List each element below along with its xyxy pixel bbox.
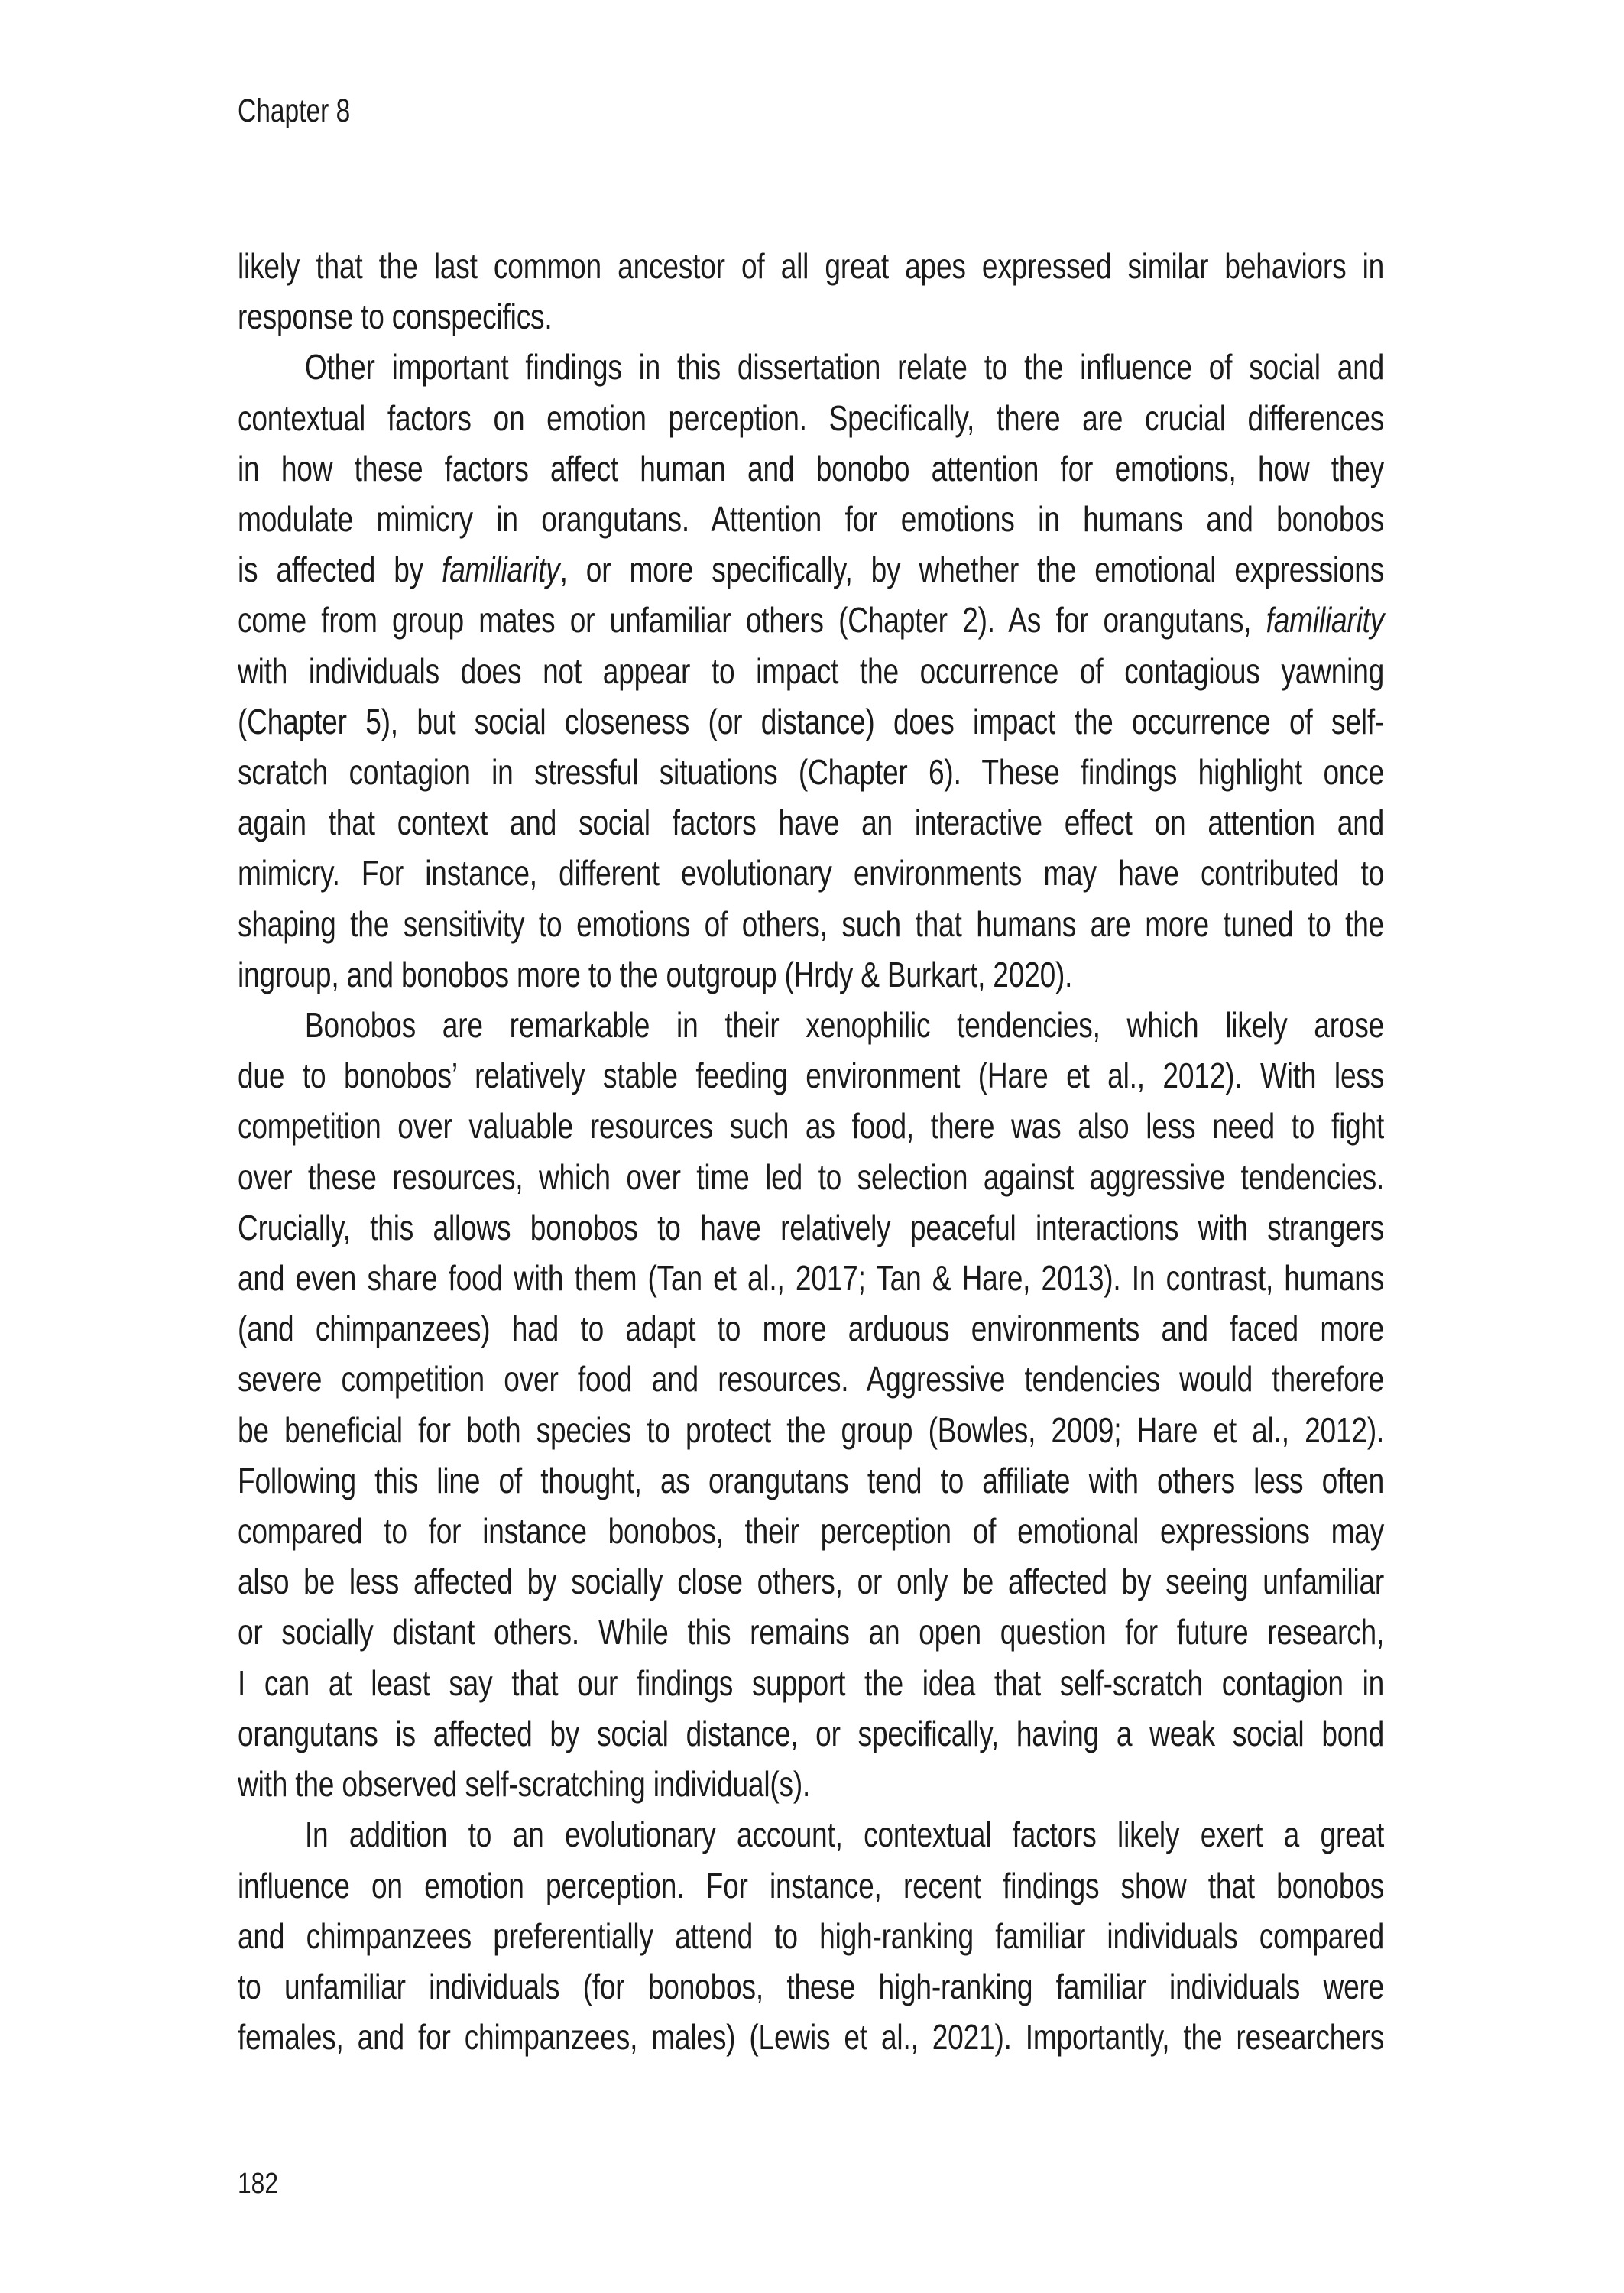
- paragraph: [238, 1809, 1384, 2062]
- text-line: compared to for instance bonobos, their perception of emotional expressions may: [238, 1511, 1385, 1552]
- text-line: mimicry. For instance, different evolutionary environments may have contributed to: [238, 853, 1385, 894]
- page-number: 182: [238, 2168, 279, 2200]
- text-line: over these resources, which over time led to selection against aggressive tendencies.: [238, 1156, 1385, 1197]
- text-line: contextual factors on emotion perception. Specifically, there are crucial differences: [238, 397, 1385, 438]
- text-line: response to conspecifics.: [238, 297, 553, 337]
- text-line: I can at least say that our findings support the idea that self-scratch contagion in: [238, 1662, 1385, 1703]
- text-line: (and chimpanzees) had to adapt to more arduous environments and faced more: [238, 1309, 1385, 1349]
- text-line: ingroup, and bonobos more to the outgroup (Hrdy & Burkart, 2020).: [238, 954, 1073, 994]
- text-line: shaping the sensitivity to emotions of others, such that humans are more tuned to the: [238, 903, 1385, 944]
- text-line: due to bonobos’ relatively stable feeding environment (Hare et al., 2012). With less: [238, 1056, 1385, 1096]
- text-line: is affected by familiarity, or more specifically, by whether the emotional expressions: [238, 550, 1385, 590]
- text-line: with the observed self-scratching individual(s).: [238, 1764, 811, 1805]
- text-line: (Chapter 5), but social closeness (or distance) does impact the occurrence of self-: [238, 701, 1385, 741]
- text-line: Other important findings in this dissertation relate to the influence of social and: [304, 347, 1385, 388]
- text-line: likely that the last common ancestor of all great apes expressed similar behaviors in: [238, 246, 1385, 286]
- text-line: and even share food with them (Tan et al., 2017; Tan & Hare, 2013). In contrast, humans: [238, 1258, 1385, 1299]
- text-line: also be less affected by socially close others, or only be affected by seeing unfamiliar: [238, 1562, 1385, 1602]
- text-line: be beneficial for both species to protect the group (Bowles, 2009; Hare et al., 2012).: [238, 1409, 1385, 1450]
- paragraph: [238, 241, 1384, 342]
- text-line: Crucially, this allows bonobos to have relatively peaceful interactions with strangers: [238, 1207, 1385, 1247]
- paragraph: [238, 1000, 1384, 1809]
- text-line: Bonobos are remarkable in their xenophilic tendencies, which likely arose: [304, 1005, 1385, 1046]
- text-line: modulate mimicry in orangutans. Attention for emotions in humans and bonobos: [238, 499, 1385, 540]
- text-line: come from group mates or unfamiliar others (Chapter 2). As for orangutans, familiarity: [238, 600, 1385, 641]
- chapter-header: Chapter 8: [238, 92, 351, 129]
- body-text: [238, 241, 1384, 2062]
- text-line: in how these factors affect human and bonobo attention for emotions, how they: [238, 448, 1385, 488]
- text-line: influence on emotion perception. For instance, recent findings show that bonobos: [238, 1865, 1385, 1905]
- text-line: competition over valuable resources such as food, there was also less need to fight: [238, 1106, 1385, 1146]
- paragraph: [238, 342, 1384, 1000]
- text-line: and chimpanzees preferentially attend to high-ranking familiar individuals compared: [238, 1915, 1385, 1956]
- text-line: females, and for chimpanzees, males) (Lewis et al., 2021). Importantly, the researchers: [238, 2017, 1385, 2058]
- text-line: or socially distant others. While this remains an open question for future research,: [238, 1612, 1385, 1652]
- text-line: scratch contagion in stressful situations (Chapter 6). These findings highlight once: [238, 752, 1385, 793]
- text-line: to unfamiliar individuals (for bonobos, these high-ranking familiar individuals were: [238, 1966, 1385, 2006]
- text-line: with individuals does not appear to impact the occurrence of contagious yawning: [238, 650, 1385, 691]
- text-line: Following this line of thought, as orangutans tend to affiliate with others less often: [238, 1460, 1385, 1500]
- text-line: severe competition over food and resources. Aggressive tendencies would therefore: [238, 1359, 1385, 1399]
- text-line: In addition to an evolutionary account, contextual factors likely exert a great: [304, 1815, 1385, 1855]
- text-line: orangutans is affected by social distance, or specifically, having a weak social bond: [238, 1713, 1385, 1753]
- text-line: again that context and social factors have an interactive effect on attention and: [238, 803, 1385, 843]
